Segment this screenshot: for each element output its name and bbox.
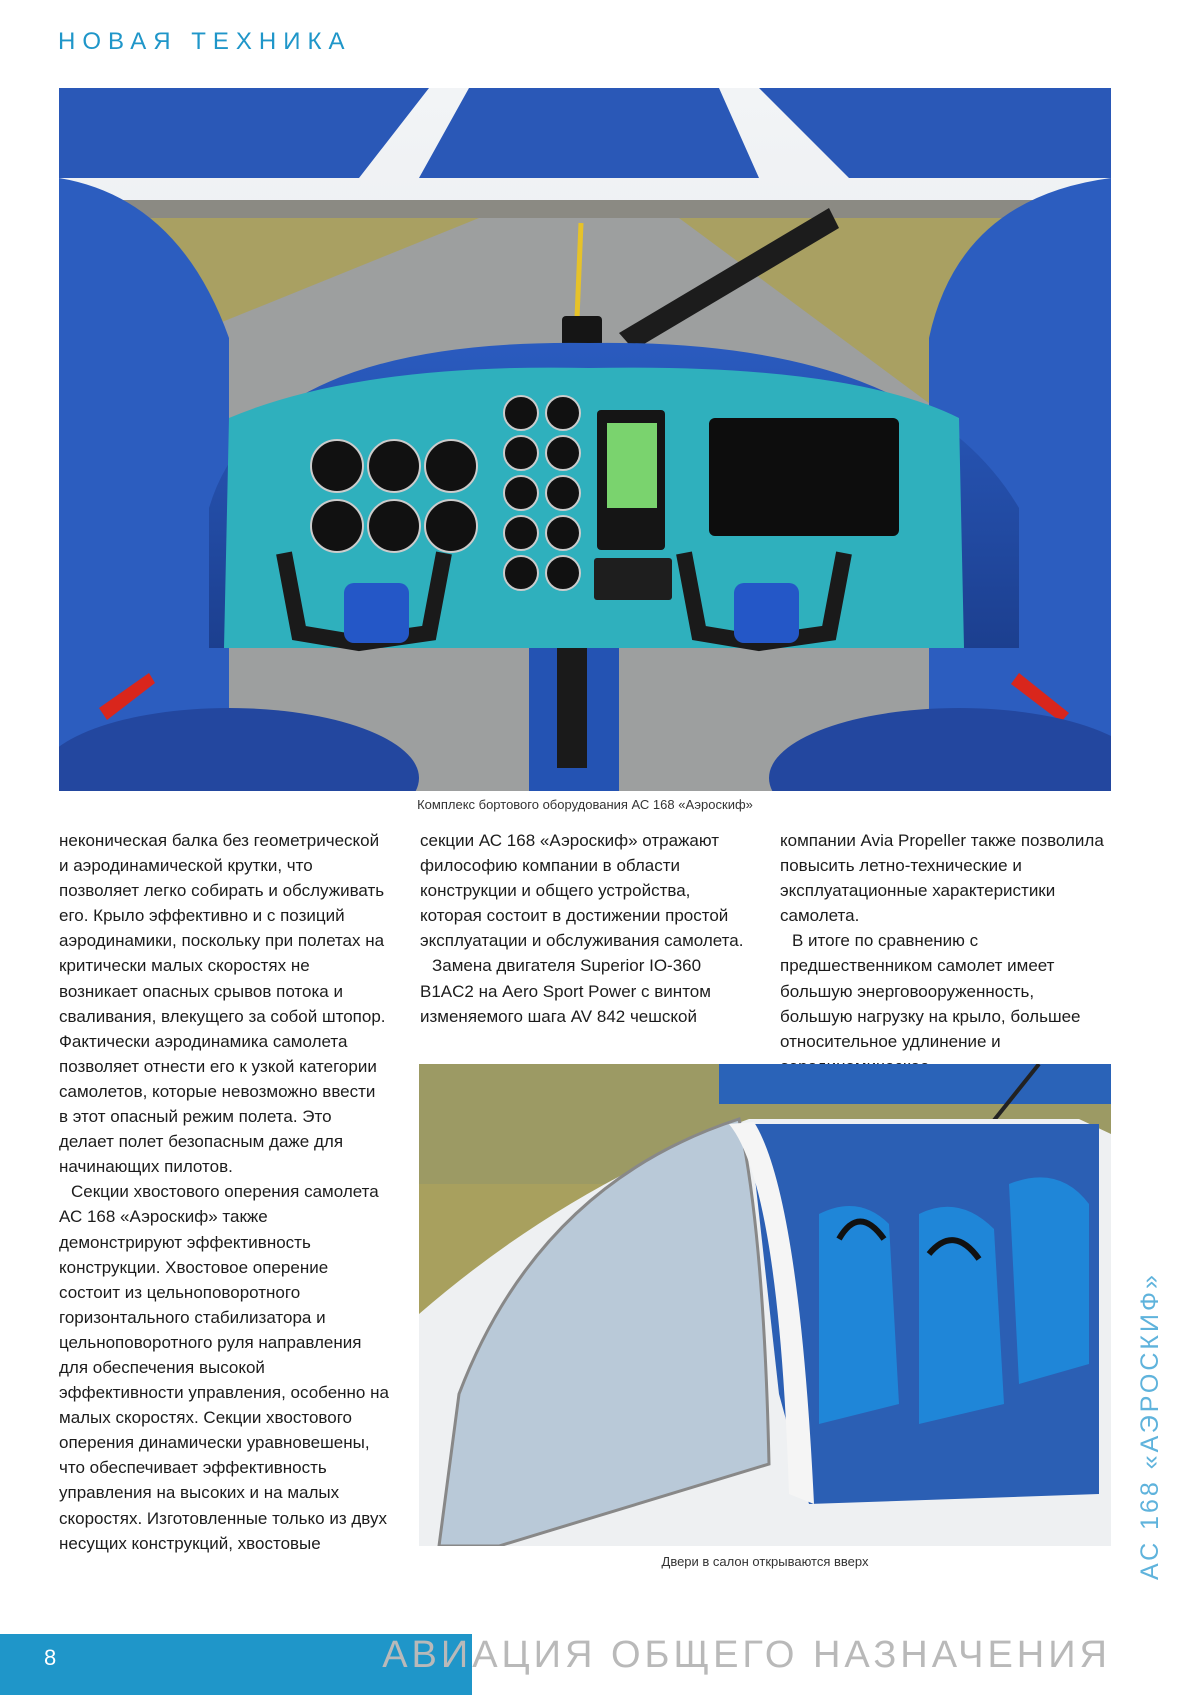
cockpit-photo: [59, 88, 1111, 791]
side-title: АС 168 «АЭРОСКИФ»: [1136, 1272, 1164, 1580]
article-column-2: [420, 828, 750, 1029]
article-paragraph: В итоге по сравнению с предшественником самолет имеет большую энерговооруженность, большую нагрузку на крыло, большее относительное удлинение и: [780, 931, 1081, 1051]
article-paragraph: секции АС 168 «Аэроскиф» отражают философию компании в области конструкции и общего устройства, которая состоит в достижении простой эксплуатации и обслуживания самолета.: [420, 831, 744, 951]
cabin-photo: [419, 1064, 1111, 1546]
article-column-1: [59, 828, 389, 1556]
cockpit-photo-caption: Комплекс бортового оборудования АС 168 «Аэроскиф»: [417, 797, 753, 812]
article-paragraph: Замена двигателя Superior IO-360 B1AC2 на Aero Sport Power с винтом изменяемого шага AV 842 чешской: [420, 956, 711, 1026]
footer-section-title: АВИАЦИЯ ОБЩЕГО НАЗНАЧЕНИЯ: [382, 1634, 1111, 1676]
article-paragraph: неконическая балка без геометрической и аэродинамической крутки, что позволяет легко собирать и обслуживать его. Крыло эффективно и с позиций аэродинамики, поскольку при полетах на критически малых скоростях не возникает опасных срывов потока и сваливания, влекущего за собой штопор. Фактически аэродинамика самолета позволяет отнести его к узкой категории самолетов, которые невозможно ввести в этот опасный режим полета. Это делает полет безопасным даже для начинающих пилотов.: [59, 831, 386, 1177]
cabin-photo-caption: Двери в салон открываются вверх: [661, 1554, 869, 1569]
article-paragraph: компании Avia Propeller также позволила повысить летно-технические и эксплуатационные характеристики самолета.: [780, 831, 1104, 926]
page-number: 8: [44, 1645, 57, 1670]
article-column-3: [780, 828, 1110, 1079]
section-title: НОВАЯ ТЕХНИКА: [58, 28, 352, 55]
article-paragraph: Секции хвостового оперения самолета АС 168 «Аэроскиф» также демонстрируют эффективность конструкции. Хвостовое оперение состоит из цельноповоротного горизонтального стабилизатора и цельноповоротного руля направления для обеспечения высокой эффективности управления, особенно на малых скоростях. Секции хвостового оперения динамически уравновешены, что обеспечивает эффективность управления на высоких и на малых скоростях. Изготовленные только из двух несущих конструкций, хвостовые: [59, 1182, 389, 1553]
